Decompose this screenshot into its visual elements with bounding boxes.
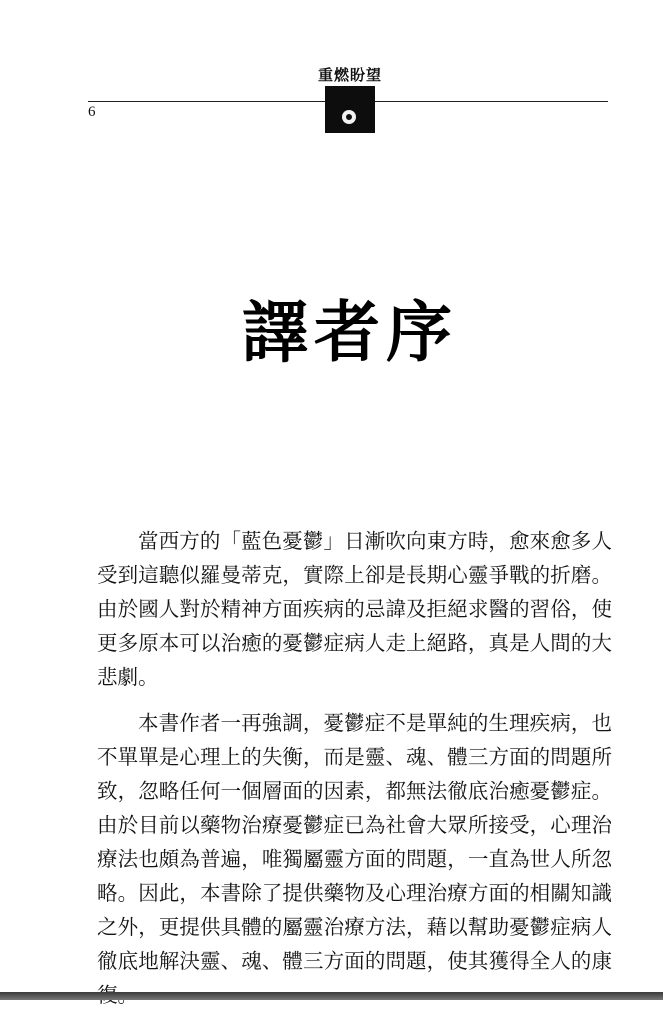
scan-edge: [0, 992, 663, 1000]
paragraph-2: 本書作者一再強調，憂鬱症不是單純的生理疾病，也不單單是心理上的失衡，而是靈、魂、體三方面的問題所致，忽略任何一個層面的因素，都無法徹底治癒憂鬱症。由於目前以藥物治療憂鬱症已為社會大眾所接受，心理治療法也頗為普遍，唯獨屬靈方面的問題，一直為世人所忽略。因此，本書除了提供藥物及心理治療方面的相關知識之外，更提供具體的屬靈治療方法，藉以幫助憂鬱症病人徹底地解決靈、魂、體三方面的問題，使其獲得全人的康: [97, 711, 612, 973]
chapter-title: 譯者序: [242, 294, 458, 371]
paragraph-1: 當西方的「藍色憂鬱」日漸吹向東方時，愈來愈多人受到這聽似羅曼蒂克，實際上卻是長期心靈爭戰的折磨。由於國人對於精神方面疾病的忌諱及拒絕求醫的習俗，使更多原本可以治癒的憂鬱症病人走上絕路，真是人間的大悲劇。: [97, 529, 612, 689]
body-text: [97, 524, 612, 1024]
running-title: 重燃盼望: [317, 66, 382, 84]
ornament-icon: [342, 110, 356, 124]
page-number: 6: [88, 104, 96, 120]
